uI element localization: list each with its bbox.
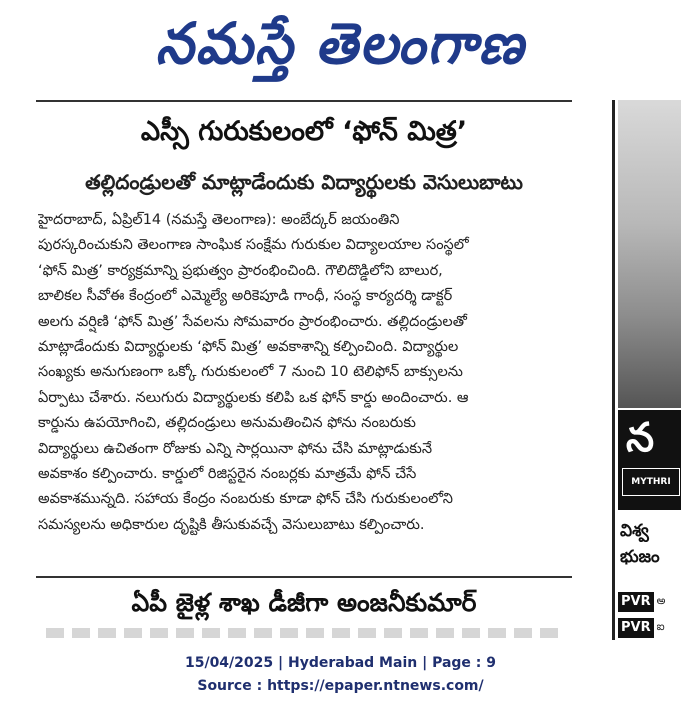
body-line: బాలికల సీవోఈ కేంద్రంలో ఎమ్మెల్యే అరికెపూడి గాంధీ, సంస్థ కార్యదర్శి డాక్టర్ [38,288,453,305]
column-divider [612,100,615,640]
pvr-tag: PVR [618,618,654,638]
body-line: సమస్యలను అధికారుల దృష్టికి తీసుకువచ్చే వెసులుబాటు కల్పించారు. [38,516,425,533]
pvr-row [618,618,681,638]
body-line: అవకాశం కల్పించారు. కార్డులో రిజిస్టరైన నంబర్లకు మాత్రమే ఫోన్ చేసే [38,466,417,483]
article-headline: ఎస్సీ గురుకులంలో ‘ఫోన్ మిత్ర’ [140,116,468,147]
pvr-row [618,592,681,612]
newspaper-logo: నమస్తే తెలంగాణ [155,10,526,77]
body-line: విద్యార్థులు ఉచితంగా రోజుకు ఎన్ని సార్లయినా ఫోను చేసి మాట్లాడుకునే [38,440,432,457]
body-line: ఏర్పాటు చేశారు. నలుగురు విద్యార్థులకు కలిపి ఒక ఫోన్ కార్డు అందించారు. ఆ [38,389,469,406]
body-line: సంఖ్యకు అనుగుణంగా ఒక్కో గురుకులంలో 7 నుంచి 10 టెలిఫోన్ బాక్సులను [38,364,463,381]
side-column [612,100,681,640]
pvr-text: అ [656,594,666,607]
article-subhead: తల్లిదండ్రులతో మాట్లాడేందుకు విద్యార్థులకు వెసులుబాటు [85,170,523,194]
masthead [0,0,681,88]
pvr-tag: PVR [618,592,654,612]
side-text [620,518,681,570]
footer [0,652,681,698]
pvr-text: ఐ [656,620,665,633]
body-line: మాట్లాడేందుకు విద్యార్థులకు ‘ఫోన్ మిత్ర’ అవకాశాన్ని కల్పించింది. విద్యార్థుల [38,339,459,356]
ad-big-glyph: న [626,415,655,461]
side-text-line: విశ్వ [620,521,649,541]
cropped-text-line [46,628,566,638]
top-rule [36,100,572,102]
side-text-line: భుజం [620,547,660,567]
body-line: ‘ఫోన్ మిత్ర’ కార్యక్రమాన్ని ప్రభుత్వం ప్రారంభించింది. గౌలిదొడ్డిలోని బాలుర, [38,262,443,279]
section-rule [36,576,572,578]
next-article-headline: ఏపీ జైళ్ల శాఖ డీజీగా అంజనీకుమార్ [131,588,477,617]
article [36,100,572,640]
body-line: పురస్కరించుకుని తెలంగాణ సాంఘిక సంక్షేమ గురుకుల విద్యాలయాల సంస్థలో [38,237,469,254]
body-line: అవకాశమున్నది. సహాయ కేంద్రం నంబరుకు కూడా ఫోన్ చేసి గురుకులంలోని [38,491,453,508]
footer-date-line: 15/04/2025 | Hyderabad Main | Page : 9 [184,655,497,671]
body-line: అలగు వర్షిణి ‘ఫోన్ మిత్ర’ సేవలను సోమవారం ప్రారంభించారు. తల్లిదండ్రులతో [38,313,467,330]
body-line: కార్డును ఉపయోగించి, తల్లిదండ్రులు అనుమతించిన ఫోను నంబరుకు [38,415,416,432]
footer-source-line: Source : https://epaper.ntnews.com/ [197,678,484,694]
side-photo [618,100,681,408]
body-line: హైదరాబాద్, ఏప్రిల్14 (నమస్తే తెలంగాణ): అంబేద్కర్ జయంతిని [38,212,400,228]
mythri-logo: MYTHRI [622,468,680,496]
article-body [38,208,570,538]
